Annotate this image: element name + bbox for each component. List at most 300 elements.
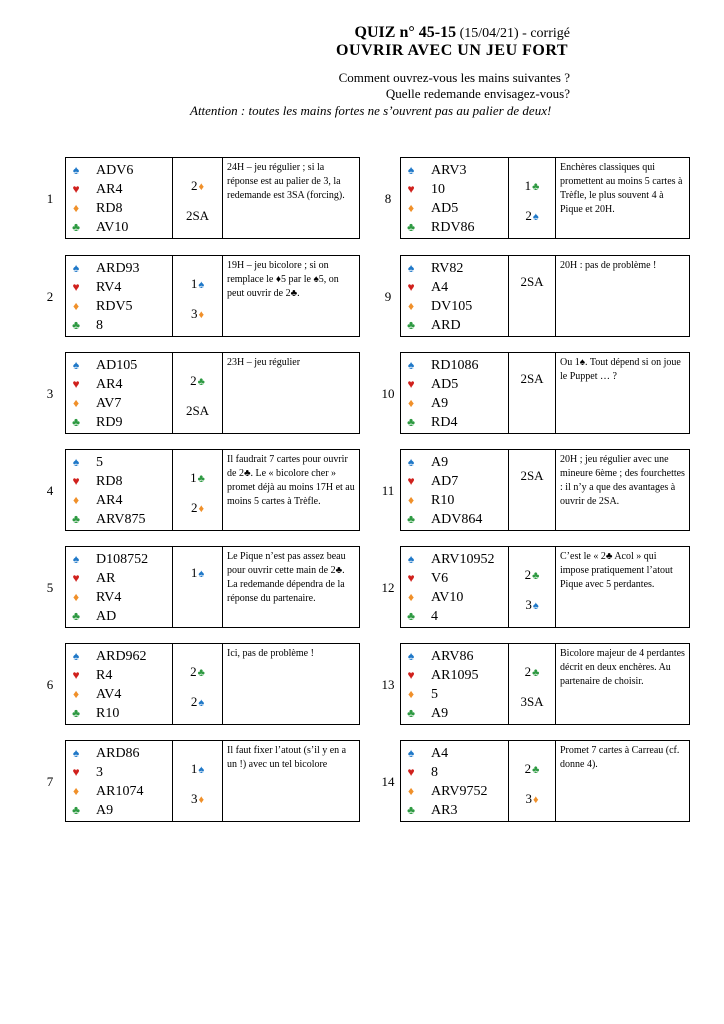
bid-level: 2SA: [520, 371, 544, 386]
quiz-box: [65, 157, 360, 239]
hand-cards: AV7: [96, 396, 122, 411]
comment: Ou 1♠. Tout dépend si on joue le Puppet … ?: [560, 357, 681, 382]
spade-icon: ♠: [407, 261, 415, 275]
spade-icon: ♠: [72, 746, 80, 760]
bid: [509, 694, 555, 710]
hand-cards: RV4: [96, 590, 122, 605]
bid-level: 1: [190, 761, 198, 776]
hand-column: [66, 741, 173, 821]
hand-cards: ARV10952: [431, 552, 495, 567]
bid: [173, 791, 222, 807]
quiz-number-label: 8: [384, 191, 392, 206]
bids-column: [173, 547, 223, 627]
club-icon: ♣: [72, 415, 80, 429]
hand-cards: 5: [431, 687, 438, 702]
bid: [173, 664, 222, 680]
diamond-icon: ♦: [72, 299, 80, 313]
hand-line-club: [401, 218, 508, 237]
hand-column: [401, 353, 509, 433]
bid-level: 2: [190, 694, 198, 709]
diamond-icon: ♦: [72, 493, 80, 507]
club-icon: ♣: [407, 318, 415, 332]
hand-cards: ARD: [431, 318, 461, 333]
comment: Il faudrait 7 cartes pour ouvrir de 2♣. Le « bicolore cher » promet déjà au moins 17H et au moins 5 cartes à Trèfle.: [227, 454, 355, 507]
heart-icon: ♥: [72, 668, 80, 682]
bid: [509, 178, 555, 194]
spade-icon: ♠: [198, 764, 205, 776]
hand-column: [66, 256, 173, 336]
hand-cards: RDV86: [431, 220, 475, 235]
hand-line-diamond: [401, 685, 508, 704]
hand-line-diamond: [66, 491, 172, 510]
diamond-icon: ♦: [198, 181, 205, 193]
bids-column: [173, 158, 223, 238]
club-icon: ♣: [72, 609, 80, 623]
bid-level: 3: [525, 597, 532, 612]
hand-cards: 10: [431, 182, 445, 197]
comment: 20H : pas de problème !: [560, 260, 657, 271]
hand-cards: AD5: [431, 201, 459, 216]
hand-cards: R4: [96, 668, 113, 683]
hand-line-heart: [66, 569, 172, 588]
bid-level: 2: [190, 178, 198, 193]
quiz-number-label: 6: [46, 677, 54, 692]
hand-cards: ARV875: [96, 512, 146, 527]
club-icon: ♣: [532, 764, 540, 776]
club-icon: ♣: [407, 220, 415, 234]
hand-cards: ARV3: [431, 163, 467, 178]
club-icon: ♣: [197, 667, 205, 679]
bid: [509, 597, 555, 613]
quiz-box: [400, 352, 690, 434]
hand-line-diamond: [66, 199, 172, 218]
hand-cards: 4: [431, 609, 438, 624]
bids-column: [173, 256, 223, 336]
diamond-icon: ♦: [198, 309, 205, 321]
bid-level: 2: [524, 761, 532, 776]
hand-cards: ARD93: [96, 261, 140, 276]
bid: [509, 371, 555, 387]
spade-icon: ♠: [532, 600, 539, 612]
comment: 24H – jeu régulier ; si la réponse est au palier de 3, la redemande est 3SA (forcing).: [227, 162, 345, 201]
hand-cards: RD1086: [431, 358, 479, 373]
club-icon: ♣: [72, 318, 80, 332]
hand-cards: AR4: [96, 377, 123, 392]
bid: [173, 470, 222, 486]
bid-level: 1: [190, 276, 198, 291]
spade-icon: ♠: [72, 455, 80, 469]
hand-cards: AR1095: [431, 668, 479, 683]
club-icon: ♣: [72, 803, 80, 817]
hand-cards: DV105: [431, 299, 473, 314]
bid: [173, 276, 222, 292]
comment: Le Pique n’est pas assez beau pour ouvrir cette main de 2♣. La redemande dépendra de la réponse du partenaire.: [227, 551, 346, 604]
hand-cards: 8: [96, 318, 103, 333]
bid: [173, 565, 222, 581]
heart-icon: ♥: [72, 765, 80, 779]
hand-line-heart: [66, 278, 172, 297]
hand-column: [66, 644, 173, 724]
bids-column: [173, 741, 223, 821]
bid-level: 1: [190, 470, 197, 485]
hand-cards: RD8: [96, 201, 123, 216]
bids-column: [173, 353, 223, 433]
bid-level: 3: [525, 791, 532, 806]
comment: 19H – jeu bicolore ; si on remplace le ♦5 par le ♠5, on peut ouvrir de 2♣.: [227, 260, 339, 299]
hand-cards: D108752: [96, 552, 149, 567]
quiz-box: [65, 255, 360, 337]
quiz-box: [400, 255, 690, 337]
hand-line-diamond: [66, 297, 172, 316]
hand-cards: RD9: [96, 415, 123, 430]
bid-level: 1: [524, 178, 532, 193]
comment: Ici, pas de problème !: [227, 648, 314, 659]
club-icon: ♣: [407, 803, 415, 817]
hand-column: [66, 450, 173, 530]
spade-icon: ♠: [407, 358, 415, 372]
quiz-box: [65, 449, 360, 531]
hand-cards: 3: [96, 765, 103, 780]
hand-cards: RV4: [96, 280, 122, 295]
hand-cards: AV4: [96, 687, 122, 702]
hand-column: [401, 256, 509, 336]
hand-line-spade: [401, 744, 508, 763]
bid-level: 2: [524, 567, 532, 582]
bid-level: 2: [525, 208, 532, 223]
bid: [173, 373, 222, 389]
question-1: Comment ouvrez-vous les mains suivantes ?: [338, 70, 570, 85]
bid: [173, 208, 222, 224]
hand-column: [66, 158, 173, 238]
quiz-box: [400, 546, 690, 628]
bid-level: 2: [190, 373, 197, 388]
hand-line-club: [66, 801, 172, 820]
heart-icon: ♥: [72, 182, 80, 196]
hand-column: [66, 547, 173, 627]
hand-cards: 5: [96, 455, 103, 470]
bid-level: 1: [190, 565, 198, 580]
spade-icon: ♠: [407, 455, 415, 469]
spade-icon: ♠: [72, 261, 80, 275]
hand-cards: AD7: [431, 474, 459, 489]
comment: 23H – jeu régulier: [227, 357, 301, 368]
hand-line-diamond: [401, 394, 508, 413]
bid: [509, 208, 555, 224]
hand-cards: A9: [431, 706, 449, 721]
hand-line-club: [401, 801, 508, 820]
hand-line-spade: [401, 647, 508, 666]
hand-line-spade: [66, 550, 172, 569]
spade-icon: ♠: [407, 649, 415, 663]
hand-cards: ARV9752: [431, 784, 488, 799]
hand-cards: AD: [96, 609, 117, 624]
hand-line-spade: [401, 259, 508, 278]
comment: Enchères classiques qui promettent au moins 5 cartes à Trèfle, le plus souvent 4 à Pique et 20H.: [560, 162, 683, 215]
comment: Promet 7 cartes à Carreau (cf. donne 4).: [560, 745, 680, 770]
hand-line-spade: [401, 453, 508, 472]
hand-cards: 8: [431, 765, 438, 780]
diamond-icon: ♦: [532, 794, 539, 806]
hand-line-club: [401, 510, 508, 529]
bids-column: [173, 450, 223, 530]
club-icon: ♣: [407, 706, 415, 720]
club-icon: ♣: [407, 512, 415, 526]
bid: [173, 178, 222, 194]
spade-icon: ♠: [407, 746, 415, 760]
hand-line-spade: [66, 744, 172, 763]
spade-icon: ♠: [532, 211, 539, 223]
bid: [509, 468, 555, 484]
diamond-icon: ♦: [72, 396, 80, 410]
hand-line-spade: [66, 453, 172, 472]
club-icon: ♣: [72, 220, 80, 234]
hand-line-spade: [401, 550, 508, 569]
hand-line-heart: [66, 472, 172, 491]
bid-level: 2: [190, 664, 197, 679]
spade-icon: ♠: [72, 163, 80, 177]
hand-line-heart: [401, 666, 508, 685]
heart-icon: ♥: [72, 474, 80, 488]
hand-line-club: [66, 316, 172, 335]
club-icon: ♣: [532, 181, 540, 193]
bid-level: 2SA: [520, 468, 544, 483]
bid: [173, 694, 222, 710]
hand-cards: ARD962: [96, 649, 147, 664]
hand-line-club: [66, 510, 172, 529]
diamond-icon: ♦: [72, 687, 80, 701]
heart-icon: ♥: [72, 571, 80, 585]
quiz-title: [355, 24, 570, 42]
hand-line-heart: [401, 569, 508, 588]
club-icon: ♣: [197, 376, 205, 388]
spade-icon: ♠: [407, 552, 415, 566]
hand-cards: RD8: [96, 474, 123, 489]
spade-icon: ♠: [72, 358, 80, 372]
hand-line-club: [66, 607, 172, 626]
quiz-number-label: 2: [46, 289, 54, 304]
hand-line-heart: [401, 375, 508, 394]
heart-icon: ♥: [72, 280, 80, 294]
hand-line-diamond: [401, 588, 508, 607]
hand-cards: ARD86: [96, 746, 140, 761]
bid: [509, 274, 555, 290]
quiz-number-label: 10: [381, 386, 395, 401]
quiz-number-label: 5: [46, 580, 54, 595]
bid: [509, 567, 555, 583]
hand-line-heart: [401, 763, 508, 782]
hand-cards: AV10: [431, 590, 464, 605]
quiz-number-label: 1: [46, 191, 54, 206]
spade-icon: ♠: [198, 279, 205, 291]
hand-column: [401, 741, 509, 821]
hand-line-spade: [66, 259, 172, 278]
heart-icon: ♥: [407, 182, 415, 196]
quiz-number-label: 14: [381, 774, 395, 789]
comment: Bicolore majeur de 4 perdantes décrit en deux enchères. Au partenaire de choisir.: [560, 648, 685, 687]
diamond-icon: ♦: [72, 590, 80, 604]
hand-line-heart: [401, 278, 508, 297]
hand-line-heart: [66, 763, 172, 782]
hand-cards: R10: [431, 493, 455, 508]
club-icon: ♣: [197, 473, 205, 485]
hand-cards: ADV864: [431, 512, 483, 527]
hand-cards: AD5: [431, 377, 459, 392]
hand-cards: A4: [431, 746, 449, 761]
hand-line-spade: [66, 161, 172, 180]
quiz-box: [400, 643, 690, 725]
bids-column: [509, 450, 556, 530]
diamond-icon: ♦: [198, 794, 205, 806]
hand-column: [401, 450, 509, 530]
bids-column: [509, 158, 556, 238]
diamond-icon: ♦: [407, 784, 415, 798]
diamond-icon: ♦: [72, 201, 80, 215]
warning-note: Attention : toutes les mains fortes ne s’ouvrent pas au palier de deux!: [190, 103, 552, 118]
quiz-box: [400, 449, 690, 531]
hand-cards: R10: [96, 706, 120, 721]
bid: [173, 761, 222, 777]
hand-line-heart: [401, 472, 508, 491]
quiz-date: (15/04/21) - corrigé: [456, 26, 570, 41]
diamond-icon: ♦: [407, 493, 415, 507]
bids-column: [509, 547, 556, 627]
bid-level: 3SA: [520, 694, 544, 709]
bid-level: 2SA: [185, 403, 210, 418]
diamond-icon: ♦: [72, 784, 80, 798]
heart-icon: ♥: [407, 765, 415, 779]
hand-line-club: [66, 704, 172, 723]
hand-line-heart: [401, 180, 508, 199]
bid-level: 2: [190, 500, 198, 515]
heart-icon: ♥: [407, 280, 415, 294]
bids-column: [509, 741, 556, 821]
hand-line-spade: [401, 356, 508, 375]
hand-column: [401, 158, 509, 238]
hand-line-club: [401, 704, 508, 723]
hand-line-spade: [401, 161, 508, 180]
hand-line-club: [401, 413, 508, 432]
hand-cards: AR3: [431, 803, 458, 818]
hand-line-club: [401, 316, 508, 335]
bid-level: 2SA: [520, 274, 544, 289]
hand-cards: V6: [431, 571, 449, 586]
club-icon: ♣: [407, 609, 415, 623]
hand-cards: RD4: [431, 415, 458, 430]
bids-column: [509, 256, 556, 336]
quiz-subtitle: OUVRIR AVEC UN JEU FORT: [336, 42, 568, 59]
hand-cards: AR1074: [96, 784, 144, 799]
bid: [173, 500, 222, 516]
hand-cards: AR4: [96, 493, 123, 508]
club-icon: ♣: [532, 570, 540, 582]
quiz-number: QUIZ n° 45-15: [354, 24, 457, 41]
hand-cards: A9: [96, 803, 114, 818]
hand-line-club: [66, 218, 172, 237]
diamond-icon: ♦: [407, 396, 415, 410]
hand-line-heart: [66, 180, 172, 199]
hand-cards: A9: [431, 396, 449, 411]
diamond-icon: ♦: [407, 590, 415, 604]
diamond-icon: ♦: [407, 201, 415, 215]
spade-icon: ♠: [407, 163, 415, 177]
diamond-icon: ♦: [407, 299, 415, 313]
hand-line-spade: [66, 356, 172, 375]
question-2: Quelle redemande envisagez-vous?: [385, 86, 570, 101]
bid: [173, 306, 222, 322]
hand-cards: ARV86: [431, 649, 474, 664]
hand-cards: A9: [431, 455, 449, 470]
hand-line-heart: [66, 666, 172, 685]
hand-cards: AR4: [96, 182, 123, 197]
hand-cards: AD105: [96, 358, 138, 373]
bid-level: 3: [190, 306, 198, 321]
quiz-number-label: 3: [46, 386, 54, 401]
quiz-box: [65, 546, 360, 628]
hand-cards: A4: [431, 280, 449, 295]
bid-level: 3: [190, 791, 198, 806]
spade-icon: ♠: [72, 649, 80, 663]
quiz-box: [65, 352, 360, 434]
quiz-number-label: 12: [381, 580, 395, 595]
hand-column: [401, 644, 509, 724]
quiz-number-label: 9: [384, 289, 392, 304]
spade-icon: ♠: [198, 568, 205, 580]
club-icon: ♣: [72, 706, 80, 720]
bid: [173, 403, 222, 419]
bid-level: 2: [524, 664, 532, 679]
hand-line-diamond: [66, 588, 172, 607]
hand-cards: AR: [96, 571, 116, 586]
hand-line-heart: [66, 375, 172, 394]
hand-cards: AV10: [96, 220, 129, 235]
hand-column: [401, 547, 509, 627]
spade-icon: ♠: [72, 552, 80, 566]
hand-cards: RV82: [431, 261, 464, 276]
bid-level: 2SA: [185, 208, 210, 223]
club-icon: ♣: [407, 415, 415, 429]
quiz-number-label: 11: [381, 483, 395, 498]
bids-column: [509, 644, 556, 724]
heart-icon: ♥: [407, 377, 415, 391]
heart-icon: ♥: [72, 377, 80, 391]
quiz-box: [65, 740, 360, 822]
hand-line-diamond: [401, 782, 508, 801]
heart-icon: ♥: [407, 668, 415, 682]
bid: [509, 761, 555, 777]
diamond-icon: ♦: [198, 503, 205, 515]
comment: Il faut fixer l’atout (s’il y en a un !) avec un tel bicolore: [227, 745, 347, 770]
hand-line-diamond: [66, 782, 172, 801]
comment: 20H ; jeu régulier avec une mineure 6ème ; des fourchettes : il n’y a que des avantages à ouvrir de 2SA.: [560, 454, 685, 507]
hand-line-diamond: [401, 199, 508, 218]
quiz-number-label: 7: [46, 774, 54, 789]
quiz-box: [400, 740, 690, 822]
quiz-number-label: 4: [46, 483, 54, 498]
hand-line-diamond: [401, 491, 508, 510]
spade-icon: ♠: [198, 697, 205, 709]
hand-line-club: [66, 413, 172, 432]
hand-line-diamond: [401, 297, 508, 316]
heart-icon: ♥: [407, 474, 415, 488]
bid: [509, 791, 555, 807]
bids-column: [173, 644, 223, 724]
bid: [509, 664, 555, 680]
diamond-icon: ♦: [407, 687, 415, 701]
hand-column: [66, 353, 173, 433]
bids-column: [509, 353, 556, 433]
hand-cards: ADV6: [96, 163, 134, 178]
quiz-box: [65, 643, 360, 725]
